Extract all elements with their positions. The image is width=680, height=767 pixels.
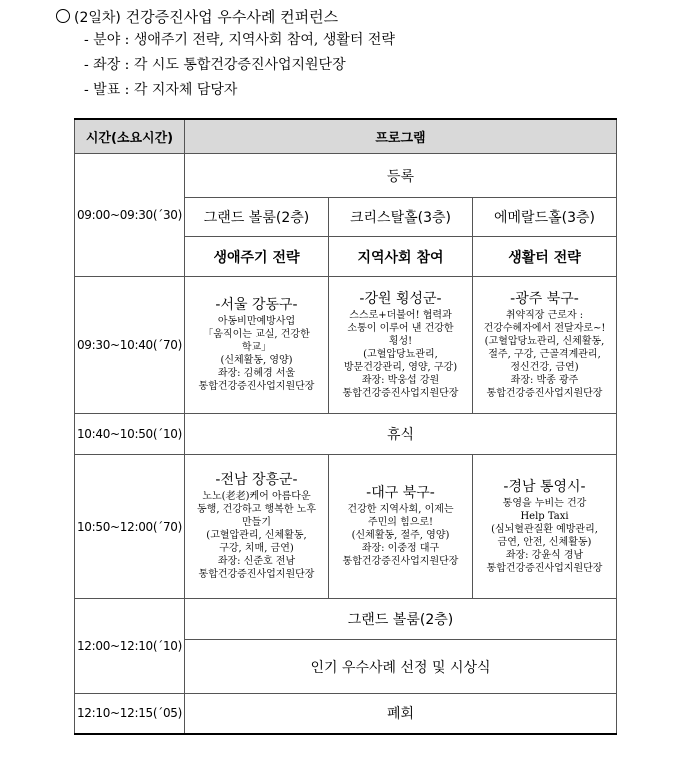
room-emerald-hall: 에메랄드홀(3층) — [473, 198, 617, 237]
session-line: 통합건강증진사업지원단장 — [486, 562, 603, 574]
session-line: 노노(老老)케어 아름다운 — [202, 491, 311, 502]
session-title: -대구 북구- — [366, 485, 435, 501]
session-line: 횡성! — [388, 335, 413, 347]
session-jeonnam-jangheung — [185, 472, 328, 581]
session-title: -강원 횡성군- — [359, 290, 442, 307]
session-cell — [329, 455, 473, 599]
registration-cell: 등록 — [185, 154, 617, 198]
session-line: 절주, 구강, 근골격계관리, — [488, 348, 601, 360]
session-line: 학교」 — [241, 342, 272, 353]
time-cell: 09:00~09:30(´30) — [75, 154, 185, 277]
session-line: 좌장: 박웅섭 강원 — [361, 374, 440, 386]
session-line: 스스로+더불어! 협력과 — [349, 309, 452, 321]
table-row — [75, 599, 617, 640]
session-daegu-buk — [329, 485, 472, 568]
session-line: 정신건강, 금연) — [510, 361, 579, 373]
time-cell: 10:40~10:50(´10) — [75, 414, 185, 455]
session-line: 통영을 누비는 건강 — [502, 497, 587, 509]
session-line: 통합건강증진사업지원단장 — [198, 381, 315, 392]
room-crystal-hall: 크리스탈홀(3층) — [329, 198, 473, 237]
awards-room-cell: 그랜드 볼룸(2층) — [185, 599, 617, 640]
presenter-line: - 발표 : 각 지자체 담당자 — [84, 82, 238, 98]
session-line: 건강한 지역사회, 이제는 — [347, 504, 454, 515]
field-line: - 분야 : 생애주기 전략, 지역사회 참여, 생활터 전략 — [84, 32, 395, 48]
session-line: 좌장: 박종 광주 — [510, 374, 579, 386]
session-line: 통합건강증진사업지원단장 — [342, 387, 459, 399]
title-text: 건강증진사업 우수사례 컨퍼런스 — [120, 8, 339, 26]
time-cell: 12:10~12:15(´05) — [75, 694, 185, 734]
session-line: 통합건강증진사업지원단장 — [198, 569, 315, 580]
program-column-header: 프로그램 — [185, 119, 617, 154]
table-row — [75, 455, 617, 599]
session-line: 좌장: 강윤식 경남 — [505, 549, 584, 561]
session-title: -서울 강동구- — [215, 297, 298, 313]
conference-header — [56, 6, 656, 105]
session-gangwon-hoengseong — [329, 291, 472, 400]
session-cell — [473, 277, 617, 414]
session-line: 좌장: 이중정 대구 — [361, 543, 440, 554]
table-row — [75, 277, 617, 414]
session-line: (고혈압관리, 신체활동, — [206, 530, 307, 541]
chair-line: - 좌장 : 각 시도 통합건강증진사업지원단장 — [84, 57, 346, 73]
session-cell — [185, 277, 329, 414]
awards-ceremony-cell: 인기 우수사례 선정 및 시상식 — [185, 640, 617, 694]
session-line: 소통이 이루어 낸 건강한 — [347, 322, 454, 334]
circle-bullet-icon — [56, 9, 70, 23]
session-line: (심뇌혈관질환 예방관리, — [491, 523, 598, 535]
table-row — [75, 414, 617, 455]
session-cell — [473, 455, 617, 599]
table-row — [75, 694, 617, 734]
session-gwangju-buk — [473, 291, 616, 400]
session-line: 좌장: 김혜경 서울 — [217, 368, 296, 379]
table-header-row — [75, 119, 617, 154]
session-line: (신체활동, 영양) — [220, 355, 293, 366]
schedule-table — [74, 118, 617, 735]
session-cell — [185, 455, 329, 599]
track-settings: 생활터 전략 — [473, 237, 617, 277]
time-cell: 09:30~10:40(´70) — [75, 277, 185, 414]
session-line: 「움직이는 교실, 건강한 — [203, 329, 310, 340]
session-line: 건강수혜자에서 전달자로~! — [483, 322, 606, 334]
session-title: -광주 북구- — [510, 290, 579, 307]
closing-cell: 폐회 — [185, 694, 617, 734]
session-title: -전남 장흥군- — [215, 472, 298, 488]
session-line: 취약직장 근로자 : — [505, 309, 584, 321]
session-line: 동행, 건강하고 행복한 노후 — [197, 504, 316, 515]
session-line: (고혈압당뇨관리, 신체활동, — [484, 335, 605, 347]
session-line: (신체활동, 절주, 영양) — [351, 530, 450, 541]
conference-title — [56, 6, 656, 30]
session-seoul-gangdong — [185, 297, 328, 393]
session-line: 금연, 안전, 신체활동) — [497, 536, 592, 548]
session-line: 만들기 — [242, 517, 271, 528]
session-line: Help Taxi — [520, 510, 569, 522]
day-label: (2일차) — [74, 10, 121, 26]
session-line: 구강, 치매, 금연) — [219, 543, 294, 554]
session-line: 통합건강증진사업지원단장 — [486, 387, 603, 399]
session-line: 좌장: 신준호 전남 — [217, 556, 296, 567]
time-column-header: 시간(소요시간) — [75, 119, 185, 154]
session-line: 주민의 힘으로! — [367, 517, 434, 528]
track-life-cycle: 생애주기 전략 — [185, 237, 329, 277]
session-line: 방문건강관리, 영양, 구강) — [343, 361, 458, 373]
table-row — [75, 154, 617, 198]
time-cell: 10:50~12:00(´70) — [75, 455, 185, 599]
session-cell — [329, 277, 473, 414]
break-cell: 휴식 — [185, 414, 617, 455]
time-cell: 12:00~12:10(´10) — [75, 599, 185, 694]
room-grand-ballroom: 그랜드 볼룸(2층) — [185, 198, 329, 237]
session-title: -경남 통영시- — [503, 478, 586, 495]
session-line: (고혈압당뇨관리, — [363, 348, 438, 360]
track-community: 지역사회 참여 — [329, 237, 473, 277]
session-line: 통합건강증진사업지원단장 — [342, 556, 459, 567]
session-line: 아동비만예방사업 — [217, 316, 296, 327]
session-gyeongnam-tongyeong — [473, 479, 616, 575]
